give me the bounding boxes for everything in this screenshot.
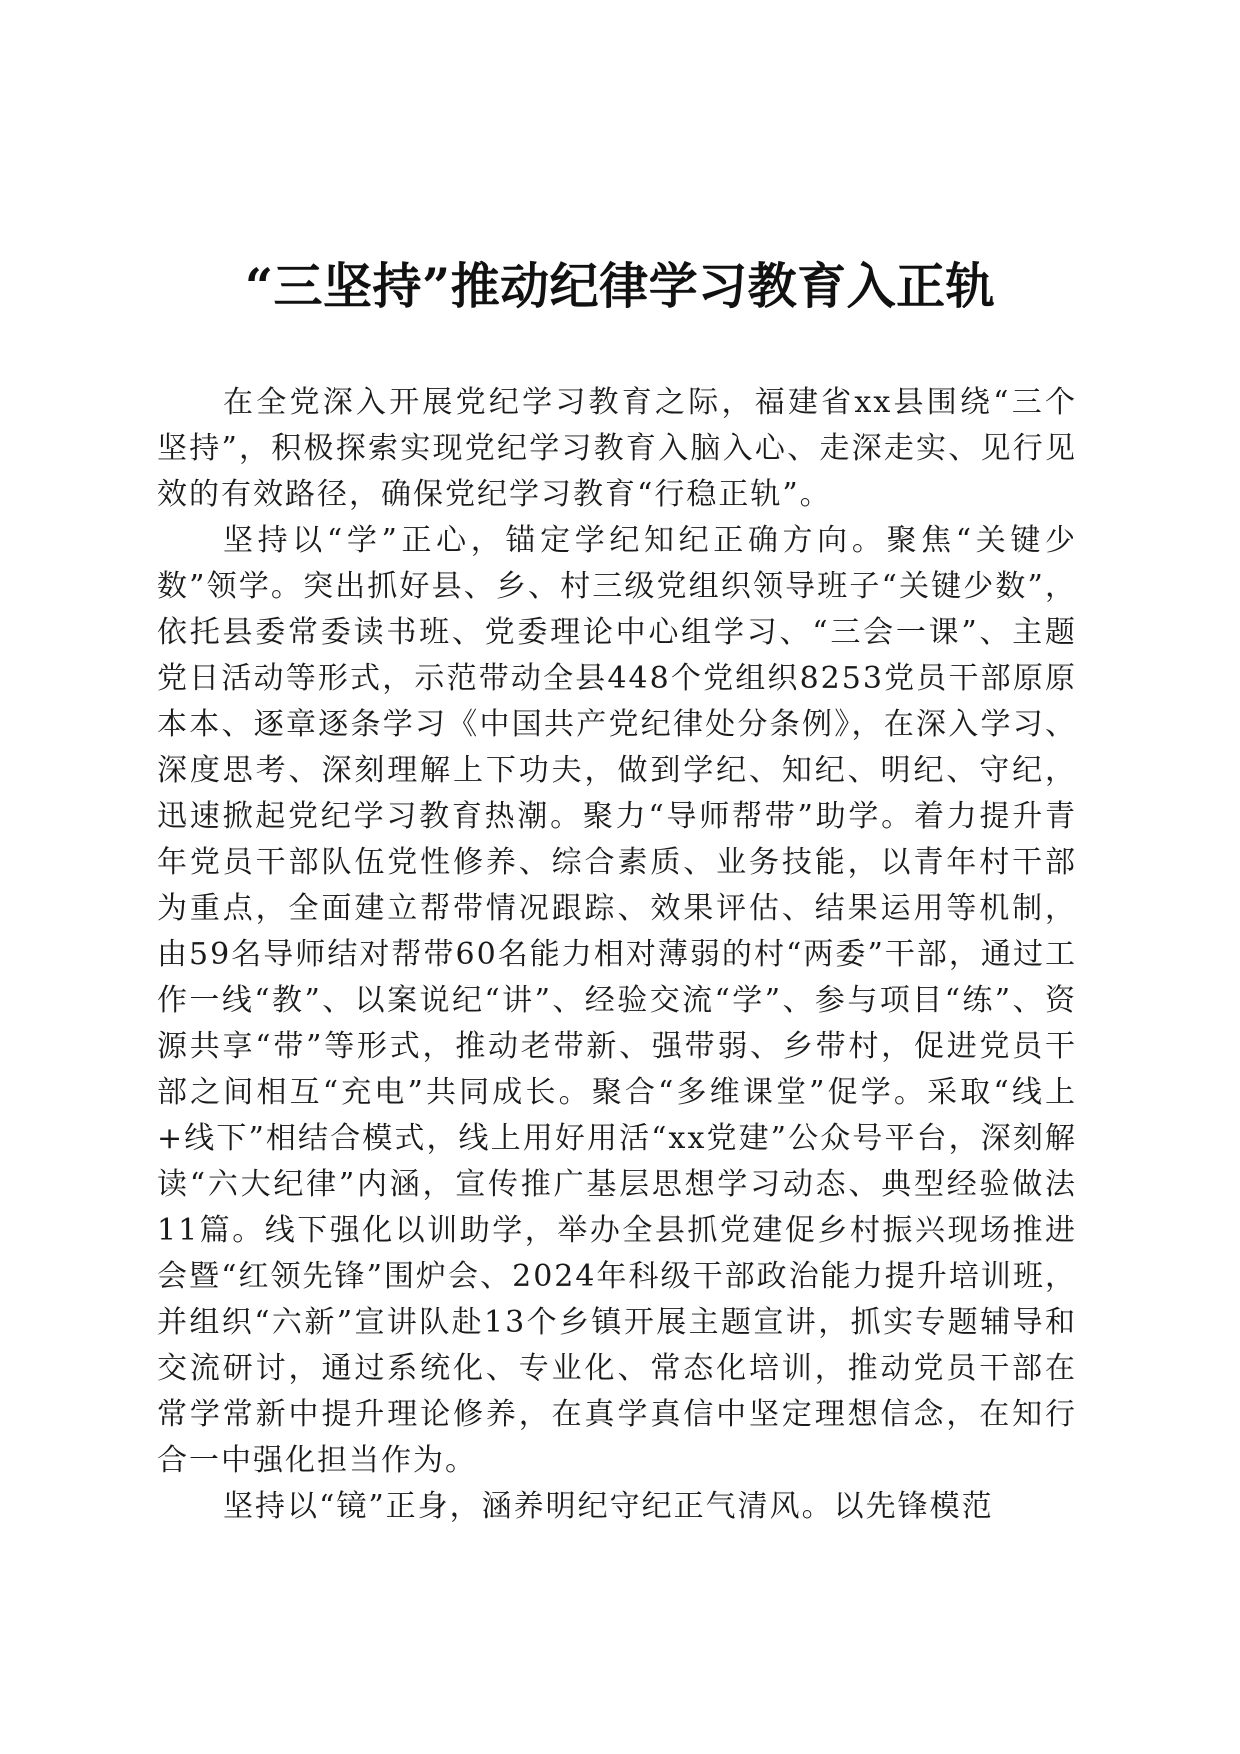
paragraph-mirror: 坚持以“镜”正身，涵养明纪守纪正气清风。以先锋模范 [223,1489,994,1524]
paragraph-study: 坚持以“学”正心，锚定学纪知纪正确方向。聚焦“关键少数”领学。突出抓好县、乡、村三级党组织领导班子“关键少数”，依托县委常委读书班、党委理论中心组学习、“三会一课”、主题党日活动等形式，示范带动全县448个党组织8253党员干部原原本本、逐章逐条学习《中国共产党纪律处分条例》，在深入学习、深度思考、深刻理解上下功夫，做到学纪、知纪、明纪、守纪，迅速掀起党纪学习教育热潮。聚力“导师帮带”助学。着力提升青年党员干部队伍党性修养、综合素质、业务技能，以青年村干部为重点，全面建立帮带情况跟踪、效果评估、结果运用等机制，由59名导师结对帮带60名能力相对薄弱的村“两委”干部，通过工作一线“教”、以案说纪“讲”、经验交流“学”、参与项目“练”、资源共享“带”等形式，推动老带新、强带弱、乡带村，促进党员干部之间相互“充电”共同成长。聚合“多维课堂”促学。采取“线上+线下”相结合模式，线上用好用活“xx党建”公众号平台，深刻解读“六大纪律”内涵，宣传推广基层思想学习动态、典型经验做法11篇。线下强化以训助学，举办全县抓党建促乡村振兴现场推进会暨“红领先锋”围炉会、2024年科级干部政治能力提升培训班，并组织“六新”宣讲队赴13个乡镇开展主题宣讲，抓实专题辅导和交流研讨，通过系统化、专业化、常态化培训，推动党员干部在常学常新中提升理论修养，在真学真信中坚定理想信念，在知行合一中强化担当作为。 [157,523,1077,1478]
document-body [157,380,1077,1530]
paragraph-intro: 在全党深入开展党纪学习教育之际，福建省xx县围绕“三个坚持”，积极探索实现党纪学习教育入脑入心、走深走实、见行见效的有效路径，确保党纪学习教育“行稳正轨”。 [157,385,1077,512]
document-title: “三坚持”推动纪律学习教育入正轨 [244,257,996,315]
